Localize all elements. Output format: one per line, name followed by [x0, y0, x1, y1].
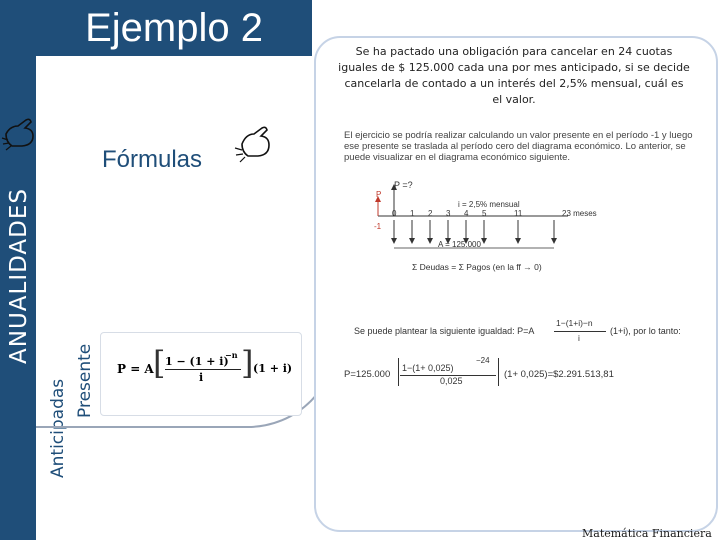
formula-lhs: P = A	[117, 362, 154, 376]
present-value-label: P =?	[394, 180, 413, 190]
example-card	[314, 36, 718, 532]
equation-intro: Se puede plantear la siguiente igualdad: P=A	[354, 326, 535, 336]
problem-statement: Se ha pactado una obligación para cancelar en 24 cuotas iguales de $ 125.000 cada una por mes anticipado, si se decide cancelarla de contado a un interés del 2,5% mensual, cuál es el valor.	[338, 45, 690, 106]
formulas-heading: Fórmulas	[102, 146, 203, 173]
fraction-bar	[165, 369, 241, 370]
p-marker: P	[376, 190, 382, 199]
balance-equation: Σ Deudas = Σ Pagos (en la ff → 0)	[412, 262, 542, 272]
result-exponent: −24	[476, 356, 490, 365]
result-numerator: 1−(1+ 0,025)	[402, 363, 454, 373]
tick-2: 2	[428, 209, 433, 218]
formula-denominator: i	[199, 371, 204, 384]
equation-fraction-bottom: i	[578, 333, 580, 343]
equation-fraction-bar	[554, 331, 606, 332]
formula-numerator: 1 − (1 + i)	[165, 355, 229, 368]
equation-fraction-top: 1−(1+i)−n	[556, 318, 593, 328]
result-right-bar	[498, 358, 499, 386]
months-label: 23 meses	[562, 209, 597, 218]
annuity-formula	[100, 332, 302, 416]
formula-factor: (1 + i)	[253, 362, 293, 375]
tick-4: 4	[464, 209, 469, 218]
tick-11: 11	[514, 209, 523, 218]
explanation-text: El ejercicio se podría realizar calculando un valor presente en el período -1 y luego ese presente se traslada al período cero del diagrama económico. Lo anterior, se puede visualizar en el diagrama económico siguiente.	[344, 130, 693, 163]
result-denominator: 0,025	[440, 376, 463, 386]
right-bracket: ]	[241, 344, 254, 382]
annuity-label: A = 125.000	[438, 240, 481, 249]
section-label: Presente	[75, 343, 95, 418]
tick-minus-one: -1	[374, 222, 382, 231]
equation-intro-tail: (1+i), por lo tanto:	[610, 326, 681, 336]
result-left-bar	[398, 358, 399, 386]
pointing-hand-icon	[0, 112, 38, 156]
tick-3: 3	[446, 209, 451, 218]
footer-label: Matemática Financiera	[582, 527, 712, 540]
slide-title: Ejemplo 2	[85, 6, 263, 50]
result-lhs: P=125.000	[344, 369, 391, 380]
pointing-hand-icon	[232, 118, 274, 168]
formula-exponent: −n	[225, 350, 238, 360]
subtopic-label: Anticipadas	[48, 378, 68, 478]
tick-5: 5	[482, 209, 487, 218]
rate-label: i = 2,5% mensual	[458, 200, 520, 209]
left-bracket: [	[153, 344, 166, 382]
tick-0: 0	[392, 209, 397, 218]
topic-label: ANUALIDADES	[6, 188, 32, 364]
result-value: (1+ 0,025)=$2.291.513,81	[504, 369, 614, 380]
tick-1: 1	[410, 209, 415, 218]
